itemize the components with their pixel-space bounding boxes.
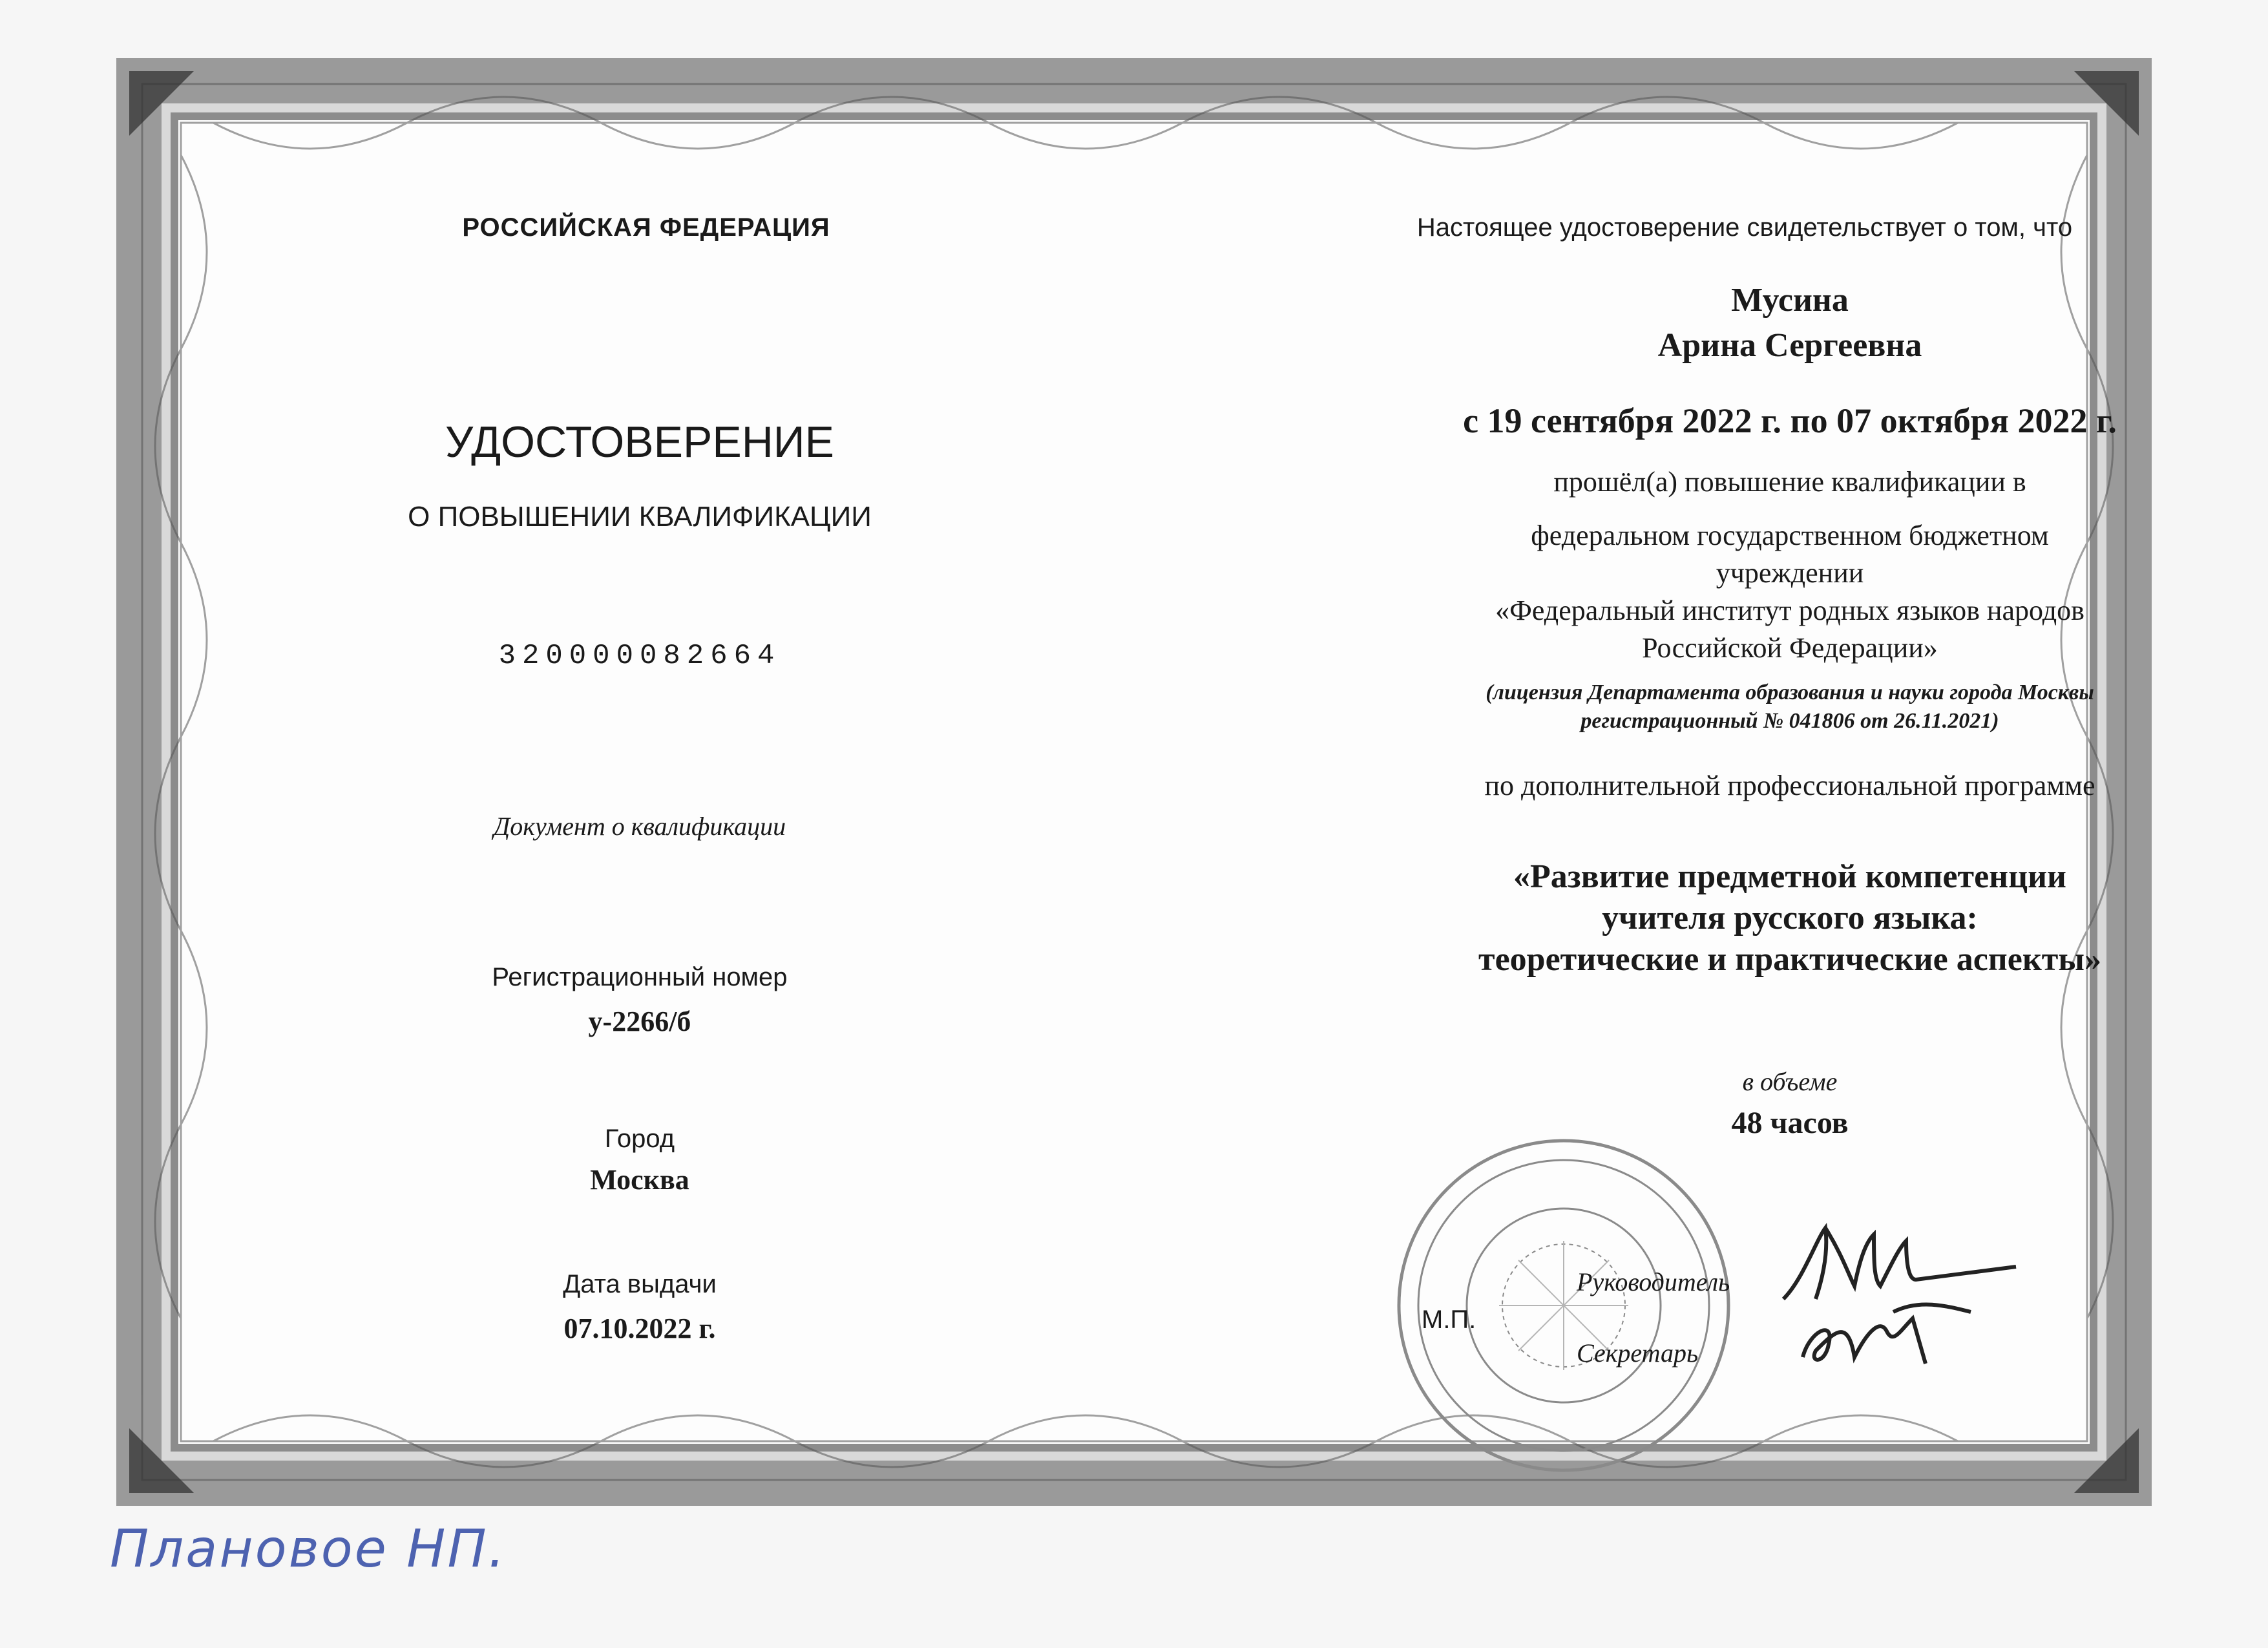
- issue-date-value: 07.10.2022 г.: [563, 1313, 716, 1344]
- program-line: «Развитие предметной компетенции: [1513, 858, 2067, 895]
- secretary-label: Секретарь: [1577, 1338, 1699, 1368]
- document-number: 320000082664: [498, 640, 781, 672]
- program-name: [1396, 856, 2184, 980]
- institution-line: федеральном государственном бюджетном: [1531, 520, 2049, 551]
- document-kind: Документ о квалификации: [493, 812, 786, 841]
- completion-statement: прошёл(а) повышение квалификации в: [1553, 466, 2026, 498]
- document-title: УДОСТОВЕРЕНИЕ: [445, 417, 835, 467]
- country-heading: РОССИЙСКАЯ ФЕДЕРАЦИЯ: [462, 213, 830, 242]
- license-line: (лицензия Департамента образования и науки города Москвы: [1486, 681, 2094, 704]
- institution-name: [1396, 517, 2184, 667]
- registration-value: у-2266/б: [588, 1006, 691, 1037]
- institution-line: «Федеральный институт родных языков народов: [1495, 595, 2084, 626]
- registration-label: Регистрационный номер: [492, 963, 788, 991]
- handwritten-note: Плановое НП.: [110, 1519, 507, 1579]
- holder-surname: Мусина: [1731, 282, 1849, 319]
- holder-given-name: Арина Сергеевна: [1657, 327, 1922, 364]
- training-period: с 19 сентября 2022 г. по 07 октября 2022 г.: [1463, 401, 2117, 440]
- certificate-intro: Настоящее удостоверение свидетельствует о том, что: [1416, 213, 2073, 242]
- head-label: Руководитель: [1577, 1267, 1730, 1296]
- issue-date-label: Дата выдачи: [563, 1270, 717, 1298]
- license-info: [1396, 679, 2184, 735]
- secretary-signature-icon: [1796, 1293, 1977, 1377]
- institution-line: Российской Федерации»: [1642, 632, 1938, 664]
- program-line: учителя русского языка:: [1602, 900, 1978, 936]
- document-subtitle: О ПОВЫШЕНИИ КВАЛИФИКАЦИИ: [408, 501, 872, 533]
- seal-label: М.П.: [1422, 1305, 1476, 1334]
- program-line: теоретические и практические аспекты»: [1478, 941, 2101, 978]
- city-value: Москва: [590, 1164, 689, 1196]
- institution-line: учреждении: [1716, 557, 1864, 589]
- program-intro: по дополнительной профессиональной программе: [1484, 770, 2095, 801]
- city-label: Город: [604, 1125, 675, 1153]
- volume-value: 48 часов: [1731, 1106, 1849, 1140]
- volume-label: в объеме: [1742, 1067, 1838, 1096]
- license-line: регистрационный № 041806 от 26.11.2021): [1580, 709, 1999, 733]
